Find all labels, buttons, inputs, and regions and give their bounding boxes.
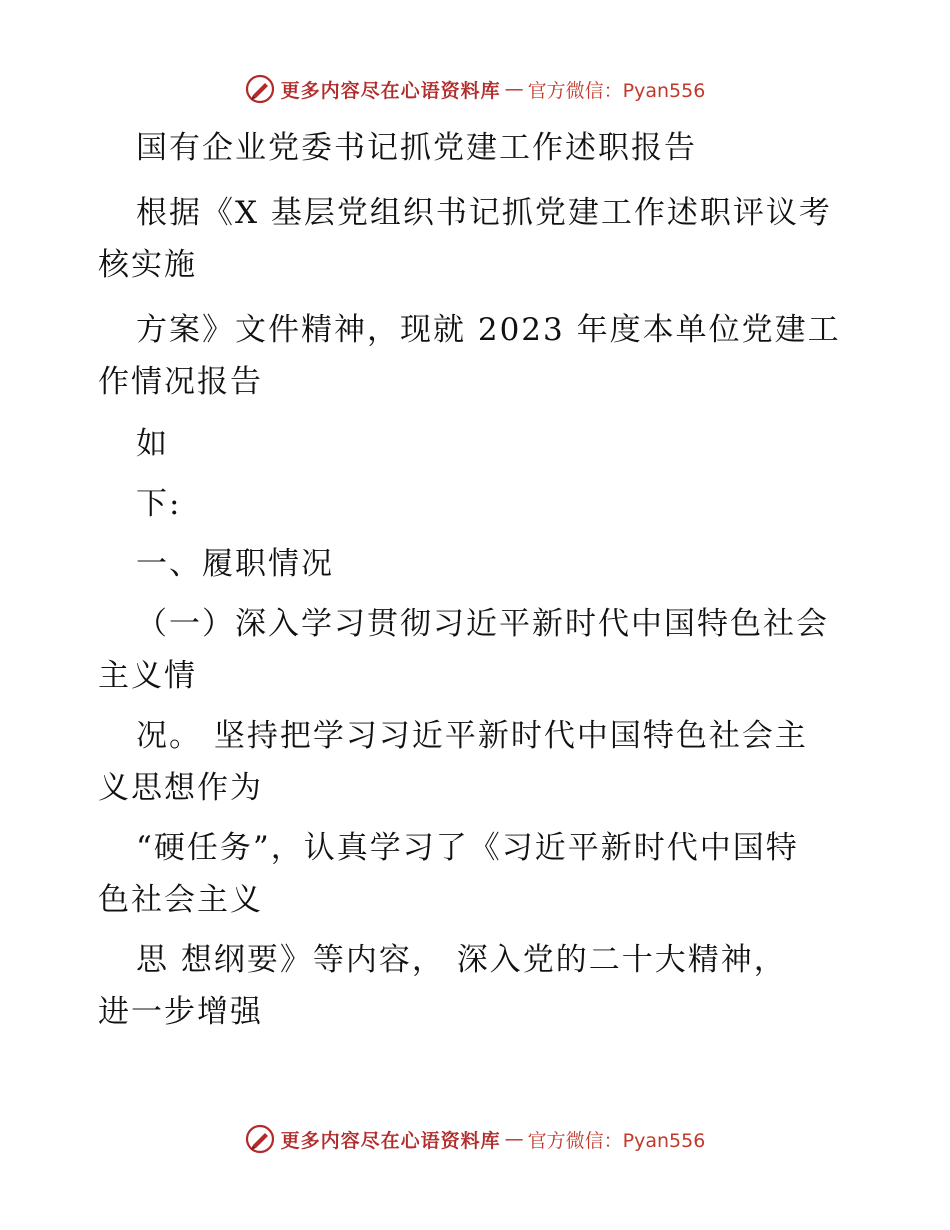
watermark-library-text: 更多内容尽在心语资料库 [280,79,501,102]
paragraph-line: “硬任务”，认真学习了《习近平新时代中国特 [136,830,799,866]
paragraph-line: 如 [136,426,169,462]
paragraph-line: 核实施 [98,247,197,283]
header-watermark [0,74,950,104]
document-body [98,122,858,1038]
watermark-library-text: 更多内容尽在心语资料库 [280,1129,501,1152]
paragraph-line: 进一步增强 [98,994,263,1030]
paragraph-line: 义思想作为 [98,770,263,806]
paragraph-line: 作情况报告 [98,364,263,400]
paragraph-line: 色社会主义 [98,882,263,918]
paragraph-line: 根据《X 基层党组织书记抓党建工作述职评议考 [136,195,832,231]
paragraph-line: 主义情 [98,658,197,694]
section-heading: 一、履职情况 [136,546,334,582]
paragraph-line: 思 想纲要》等内容， 深入党的二十大精神， [136,942,787,978]
pen-logo-icon [245,1124,275,1154]
paragraph-line: 况。 坚持把学习习近平新时代中国特色社会主 [136,718,808,754]
paragraph-line: 方案》文件精神，现就 2023 年度本单位党建工 [136,312,841,348]
watermark-dash: — [504,78,524,100]
watermark-dash: — [504,1128,524,1150]
paragraph-line: 下: [136,486,182,522]
subsection-heading: （一）深入学习贯彻习近平新时代中国特色社会 [136,606,829,642]
watermark-wechat-text: 官方微信：Pyan556 [527,1129,706,1152]
document-title: 国有企业党委书记抓党建工作述职报告 [136,130,697,166]
footer-watermark [0,1124,950,1154]
watermark-wechat-text: 官方微信：Pyan556 [527,79,706,102]
pen-logo-icon [245,74,275,104]
